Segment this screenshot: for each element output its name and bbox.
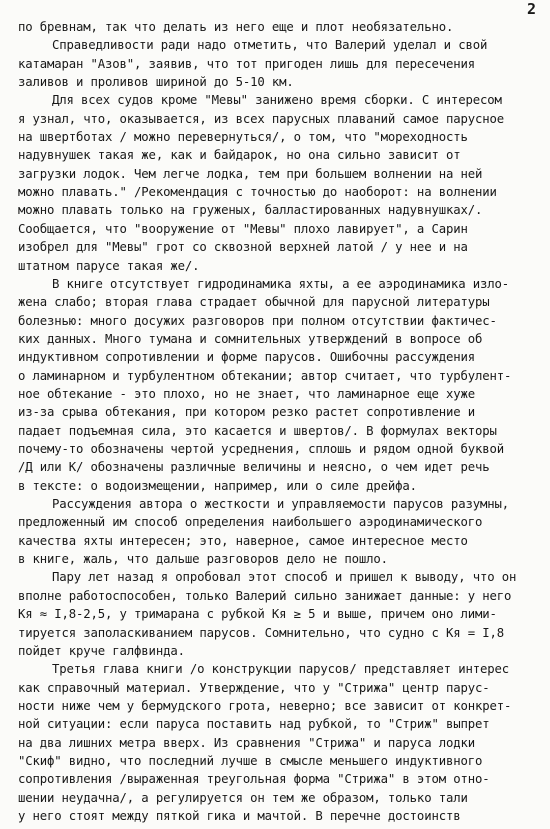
text-line: ное обтекание - это плохо, но не знает, что ламинарное еще хуже xyxy=(18,386,475,401)
text-line: В книге отсутствует гидродинамика яхты, а ее аэродинамика изло- xyxy=(52,276,509,291)
text-line: "Скиф" видно, что последний лучше в смысле меньшего индуктивного xyxy=(18,753,483,768)
text-line: падает подъемная сила, это касается и швертов/. В формулах векторы xyxy=(18,423,497,438)
text-line: Третья глава книги /о конструкции парусов/ представляет интерес xyxy=(52,662,509,677)
text-line: Кя ≈ I,8-2,5, у тримарана с рубкой Кя ≥ 5 и выше, причем оно лими- xyxy=(18,607,497,622)
text-line: почему-то обозначены чертой усреднения, сплошь и рядом одной буквой xyxy=(18,442,504,457)
page-number: 2 xyxy=(526,0,536,18)
text-line: пойдет круче галфвинда. xyxy=(18,643,185,658)
text-line: из-за срыва обтекания, при котором резко растет сопротивление и xyxy=(18,405,475,420)
text-line: надувнушек такая же, как и байдарок, но она сильно зависит от xyxy=(18,148,461,163)
text-line: Справедливости ради надо отметить, что Валерий уделал и свой xyxy=(52,38,488,53)
text-line: Рассуждения автора о жесткости и управляемости парусов разумны, xyxy=(52,497,509,512)
text-line: на два лишних метра вверх. Из сравнения "Стрижа" и паруса лодки xyxy=(18,735,475,750)
text-line: болезнью: много досужих разговоров при полном отсутствии фактичес- xyxy=(18,313,497,328)
text-line: вполне работоспособен, только Валерий сильно занижает данные: у него xyxy=(18,588,512,603)
text-line: качества яхты интересен; это, наверное, самое интересное место xyxy=(18,533,468,548)
text-line: у него стоят между пяткой гика и мачтой. В перечне достоинств xyxy=(18,809,461,823)
text-line: Сообщается, что "вооружение от "Мевы" плохо лавирует", а Сарин xyxy=(18,221,468,236)
text-line: в тексте: о водоизмещении, например, или о силе дрейфа. xyxy=(18,478,417,493)
text-line: я узнал, что, оказывается, из всех парусных плаваний самое парусное xyxy=(18,111,504,126)
text-line: индуктивном сопротивлении и форме парусов. Ошибочны рассуждения xyxy=(18,350,475,365)
text-line: катамаран "Азов", заявив, что тот пригоден лишь для пересечения xyxy=(18,56,475,71)
text-line: загрузки лодок. Чем легче лодка, тем при большем волнении на ней xyxy=(18,166,483,181)
text-line: по бревнам, так что делать из него еще и плот необязательно. xyxy=(18,20,454,34)
text-line: сопротивления /выраженная треугольная форма "Стрижа" в этом отно- xyxy=(18,772,490,787)
text-line: жена слабо; вторая глава страдает обычной для парусной литературы xyxy=(18,295,490,310)
text-line: штатном парусе такая же/. xyxy=(18,258,200,273)
text-line: ких данных. Много тумана и сомнительных утверждений в вопросе об xyxy=(18,331,483,346)
text-line: на швертботах / можно перевернуться/, о том, что "мореходность xyxy=(18,130,468,145)
text-line: можно плавать только на груженых, балластированных надувнушках/. xyxy=(18,203,483,218)
text-line: заливов и проливов шириной до 5-10 км. xyxy=(18,75,294,90)
text-line: предложенный им способ определения наибольшего аэродинамического xyxy=(18,515,483,530)
text-line: о ламинарном и турбулентном обтекании; автор считает, что турбулент- xyxy=(18,368,512,383)
text-line: тируется заполаскиванием парусов. Сомнительно, что судно с Кя = I,8 xyxy=(18,625,504,640)
text-line: шении неудачна/, а регулируется он тем же образом, только тали xyxy=(18,790,468,805)
text-line: ной ситуации: если паруса поставить над рубкой, то "Стриж" выпрет xyxy=(18,717,490,732)
text-line: можно плавать." /Рекомендация с точностью до наоборот: на волнении xyxy=(18,185,497,200)
text-line: Пару лет назад я опробовал этот способ и пришел к выводу, что он xyxy=(52,570,517,585)
text-line: изобрел для "Мевы" грот со сквозной верхней латой / у нее и на xyxy=(18,240,468,255)
text-line: как справочный материал. Утверждение, что у "Стрижа" центр парус- xyxy=(18,680,490,695)
text-line: Для всех судов кроме "Мевы" занижено время сборки. С интересом xyxy=(52,93,502,108)
text-line: ности ниже чем у бермудского грота, неверно; все зависит от конкрет- xyxy=(18,698,512,713)
text-line: /Д или К/ обозначены различные величины и неясно, о чем идет речь xyxy=(18,460,490,475)
text-line: в книге, жаль, что дальше разговоров дело не пошло. xyxy=(18,552,388,567)
